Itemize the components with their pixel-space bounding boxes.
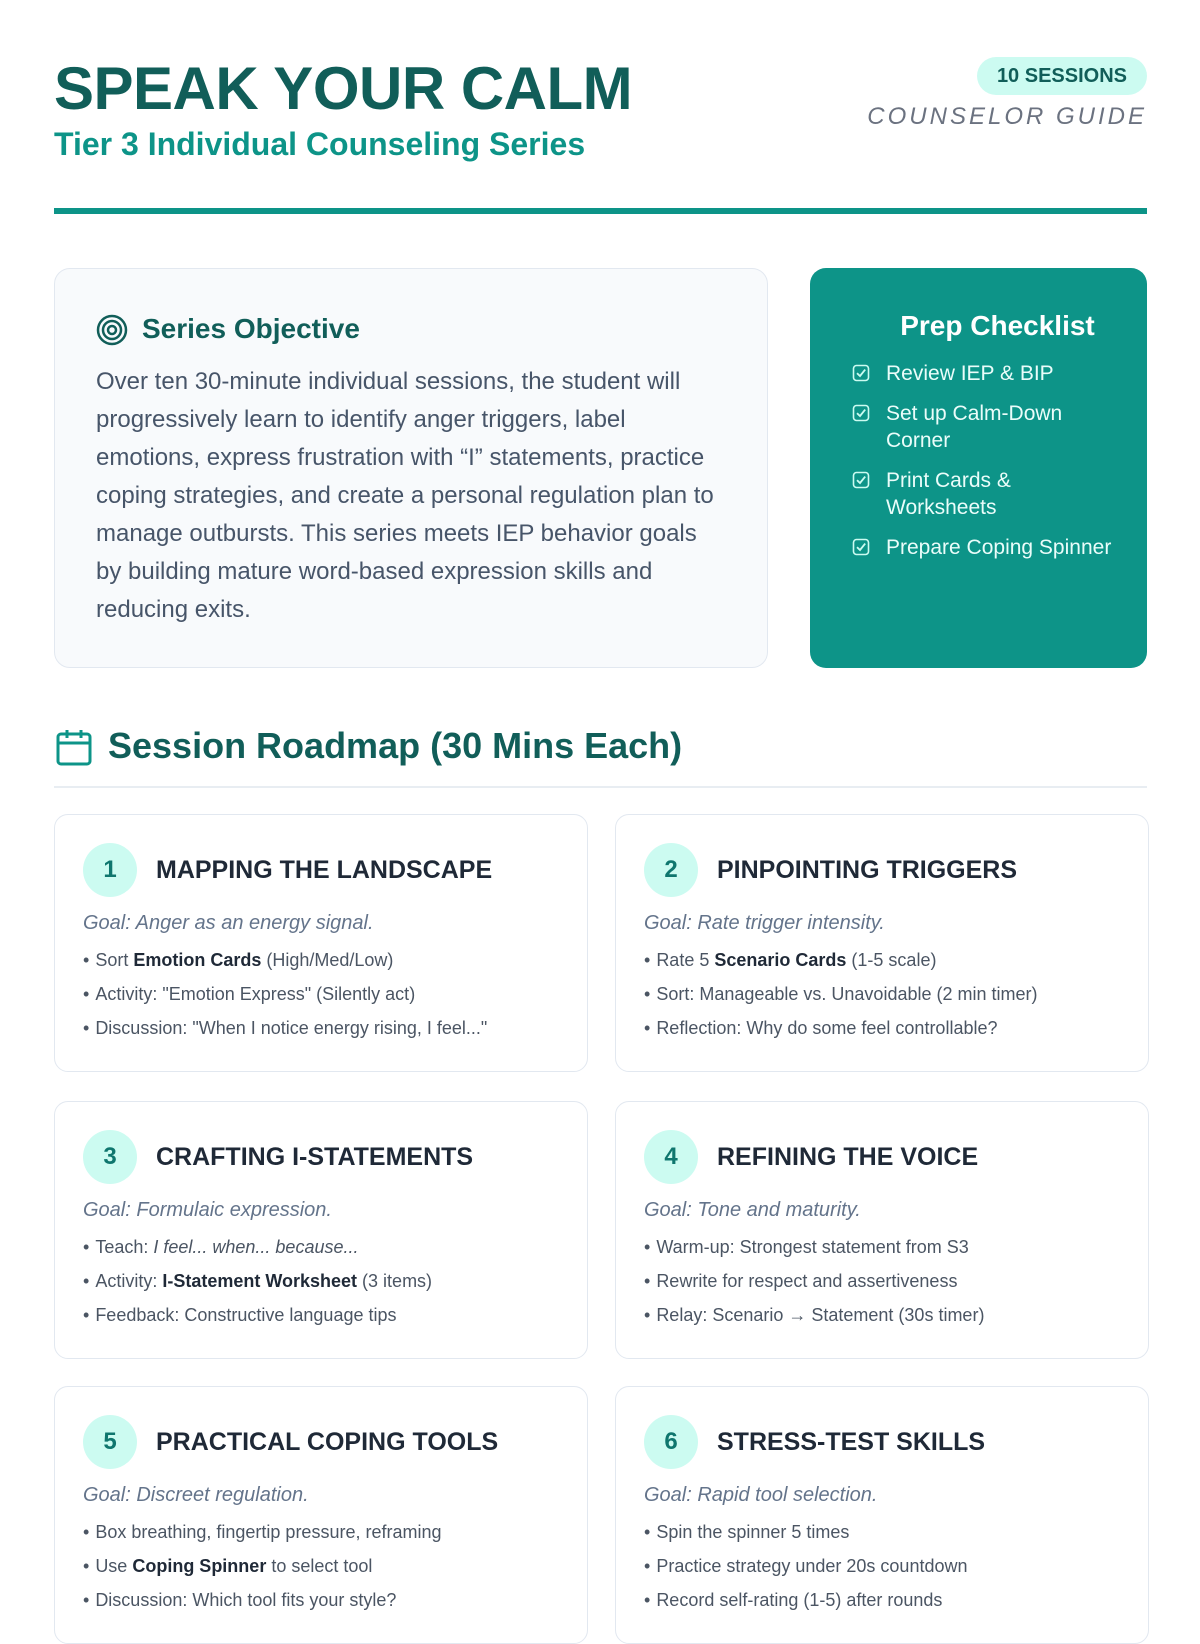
bullet-text: Record self-rating (1-5) after rounds (656, 1590, 943, 1610)
bullet-text: Activity: "Emotion Express" (Silently act) (95, 984, 416, 1004)
session-bullet (644, 1588, 1134, 1612)
checklist-item-label: Print Cards & Worksheets (886, 469, 1011, 519)
bullet-text: I feel... when... because... (153, 1237, 359, 1257)
bullet-dot: • (644, 1305, 651, 1325)
bullet-dot: • (83, 1522, 90, 1542)
bullet-dot: • (83, 984, 90, 1004)
checklist-item-label: Set up Calm-Down Corner (886, 402, 1063, 452)
session-card-2 (615, 814, 1149, 1072)
page-subtitle: Tier 3 Individual Counseling Series (54, 126, 586, 162)
bullet-text: Reflection: Why do some feel controllable? (656, 1018, 998, 1038)
bullet-text: Emotion Cards (133, 950, 262, 970)
session-bullet (83, 1235, 573, 1259)
checklist-item (852, 534, 1122, 561)
checklist-title: Prep Checklist (900, 310, 1095, 341)
bullet-text: Warm-up: Strongest statement from S3 (656, 1237, 969, 1257)
session-bullet (644, 982, 1134, 1006)
session-number: 4 (644, 1130, 698, 1184)
session-bullets (644, 948, 1134, 1050)
session-title: STRESS-TEST SKILLS (717, 1428, 986, 1456)
bullet-text: (High/Med/Low) (261, 950, 394, 970)
session-bullet (644, 1016, 1134, 1040)
bullet-dot: • (644, 950, 651, 970)
session-bullet (644, 1554, 1134, 1578)
bullet-dot: • (83, 1556, 90, 1576)
session-goal: Goal: Formulaic expression. (83, 1199, 332, 1221)
page-header (54, 0, 1147, 215)
bullet-text: Teach: (95, 1237, 154, 1257)
bullet-text: I-Statement Worksheet (162, 1271, 358, 1291)
bullet-text: Discussion: Which tool fits your style? (95, 1590, 397, 1610)
checklist-item (852, 467, 1122, 521)
bullet-text: Sort: Manageable vs. Unavoidable (2 min timer) (656, 984, 1038, 1004)
bullet-text: Practice strategy under 20s countdown (656, 1556, 968, 1576)
bullet-dot: • (83, 1237, 90, 1257)
session-goal: Goal: Anger as an energy signal. (83, 912, 374, 934)
session-bullets (83, 1235, 573, 1337)
session-number: 1 (83, 843, 137, 897)
session-bullets (83, 948, 573, 1050)
session-title: PRACTICAL COPING TOOLS (156, 1428, 499, 1456)
bullet-text: Discussion: "When I notice energy rising, I feel..." (95, 1018, 488, 1038)
bullet-text: (3 items) (357, 1271, 433, 1291)
session-title: CRAFTING I-STATEMENTS (156, 1143, 474, 1171)
bullet-text: Spin the spinner 5 times (656, 1522, 850, 1542)
bullet-dot: • (644, 984, 651, 1004)
session-number: 2 (644, 843, 698, 897)
bullet-text: to select tool (266, 1556, 373, 1576)
bullet-dot: • (644, 1271, 651, 1291)
bullet-dot: • (83, 1271, 90, 1291)
session-card-4 (615, 1101, 1149, 1359)
objective-title: Series Objective (142, 313, 360, 344)
session-goal: Goal: Tone and maturity. (644, 1199, 861, 1221)
session-bullet (644, 1520, 1134, 1544)
bullet-dot: • (644, 1018, 651, 1038)
session-bullet (83, 948, 573, 972)
session-bullet (644, 1269, 1134, 1293)
checkbox-icon (852, 471, 870, 489)
series-objective-card (54, 268, 768, 668)
page-title: SPEAK YOUR CALM (54, 55, 633, 122)
roadmap-header (54, 722, 1147, 788)
session-card-3 (54, 1101, 588, 1359)
session-bullet (83, 1588, 573, 1612)
guide-label: COUNSELOR GUIDE (867, 103, 1147, 130)
checkbox-icon (852, 364, 870, 382)
bullet-text: Rate 5 (656, 950, 715, 970)
prep-checklist (810, 268, 1147, 668)
checkbox-icon (852, 538, 870, 556)
session-bullet (644, 1235, 1134, 1259)
bullet-text: Feedback: Constructive language tips (95, 1305, 397, 1325)
session-bullet (83, 1269, 573, 1293)
checkbox-icon (852, 404, 870, 422)
bullet-dot: • (644, 1590, 651, 1610)
session-goal: Goal: Discreet regulation. (83, 1484, 309, 1506)
bullet-text: Scenario Cards (714, 950, 847, 970)
session-bullets (83, 1520, 573, 1622)
session-number: 6 (644, 1415, 698, 1469)
session-bullets (644, 1235, 1134, 1337)
bullet-dot: • (83, 1018, 90, 1038)
bullet-text: Box breathing, fingertip pressure, reframing (95, 1522, 442, 1542)
bullet-text: Use (95, 1556, 133, 1576)
sessions-badge: 10 SESSIONS (977, 57, 1147, 95)
checklist-item-label: Review IEP & BIP (886, 362, 1054, 385)
bullet-text: Coping Spinner (132, 1556, 267, 1576)
bullet-dot: • (644, 1237, 651, 1257)
bullet-dot: • (83, 1305, 90, 1325)
checklist-item (852, 360, 1122, 387)
session-title: REFINING THE VOICE (717, 1143, 979, 1171)
bullet-text: Relay: Scenario → Statement (30s timer) (656, 1305, 985, 1325)
session-bullet (644, 948, 1134, 972)
session-bullet (83, 1520, 573, 1544)
session-bullet (644, 1303, 1134, 1327)
bullet-text: Rewrite for respect and assertiveness (656, 1271, 958, 1291)
roadmap-title: Session Roadmap (30 Mins Each) (108, 725, 683, 766)
bullet-dot: • (83, 950, 90, 970)
session-bullet (83, 982, 573, 1006)
bullet-text: (1-5 scale) (846, 950, 937, 970)
session-bullet (83, 1303, 573, 1327)
bullet-dot: • (644, 1556, 651, 1576)
session-title: PINPOINTING TRIGGERS (717, 856, 1018, 884)
session-bullet (83, 1016, 573, 1040)
session-goal: Goal: Rate trigger intensity. (644, 912, 885, 934)
session-card-6 (615, 1386, 1149, 1644)
checklist-item (852, 400, 1122, 454)
session-number: 5 (83, 1415, 137, 1469)
session-title: MAPPING THE LANDSCAPE (156, 856, 493, 884)
bullet-dot: • (83, 1590, 90, 1610)
session-number: 3 (83, 1130, 137, 1184)
session-goal: Goal: Rapid tool selection. (644, 1484, 878, 1506)
calendar-icon (56, 728, 92, 766)
header-divider (54, 208, 1147, 214)
bullet-dot: • (644, 1522, 651, 1542)
session-bullets (644, 1520, 1134, 1622)
bullet-text: Sort (95, 950, 134, 970)
objective-text: Over ten 30-minute individual sessions, the student will progressively learn to identify anger triggers, label emotions, express frustration with “I” statements, practice coping strategies, and create a personal regulation plan to manage outbursts. This series meets IEP behavior goals by building mature word-based expression skills and reducing exits. (96, 368, 714, 623)
session-bullet (83, 1554, 573, 1578)
target-icon (96, 314, 128, 346)
bullet-text: Activity: (95, 1271, 163, 1291)
checklist-item-label: Prepare Coping Spinner (886, 536, 1112, 559)
checklist-items (852, 360, 1122, 574)
session-card-5 (54, 1386, 588, 1644)
session-card-1 (54, 814, 588, 1072)
